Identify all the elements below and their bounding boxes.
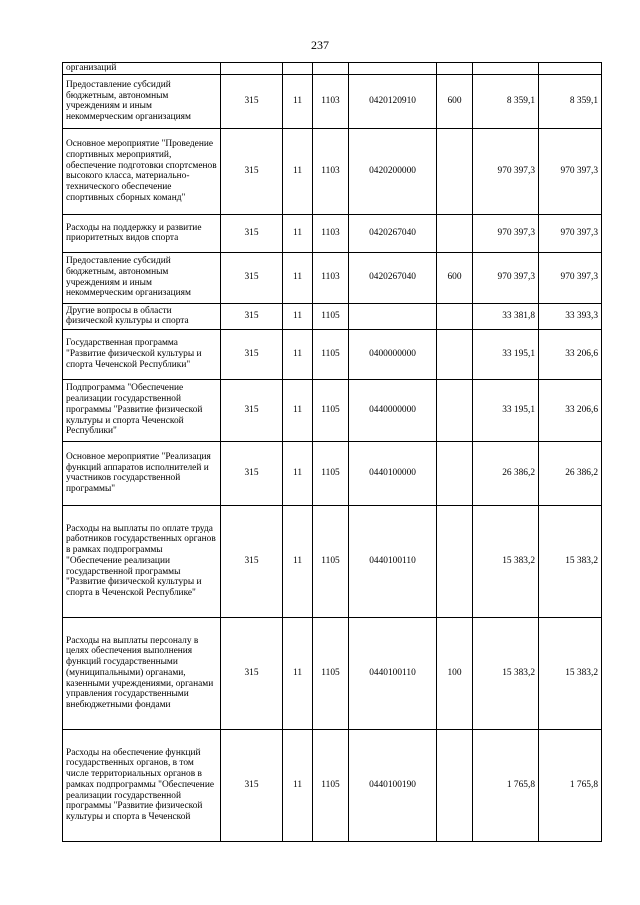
cell-sum-2: 15 383,2 (539, 505, 602, 617)
cell-ministry (221, 63, 283, 75)
cell-vid (437, 303, 473, 329)
cell-section: 11 (283, 214, 313, 252)
cell-ministry: 315 (221, 505, 283, 617)
cell-subsection: 1105 (313, 617, 349, 729)
cell-vid (437, 63, 473, 75)
cell-name: Расходы на обеспечение функций государственных органов, в том числе территориальных органов в рамках подпрограммы "Обеспечение реализации государственной программы "Развитие физической культуры и спорта в Чеченской (63, 729, 221, 841)
cell-target: 0440000000 (349, 379, 437, 441)
cell-section: 11 (283, 303, 313, 329)
table-row (63, 214, 602, 252)
cell-vid (437, 214, 473, 252)
cell-sum-1: 26 386,2 (473, 441, 539, 505)
cell-name: Расходы на поддержку и развитие приоритетных видов спорта (63, 214, 221, 252)
cell-name: Основное мероприятие "Реализация функций аппаратов исполнителей и участников государственной программы" (63, 441, 221, 505)
cell-sum-1: 970 397,3 (473, 214, 539, 252)
cell-target: 0420267040 (349, 214, 437, 252)
cell-vid: 100 (437, 617, 473, 729)
table-row (63, 729, 602, 841)
cell-section: 11 (283, 505, 313, 617)
cell-ministry: 315 (221, 252, 283, 303)
cell-target (349, 63, 437, 75)
table-row (63, 379, 602, 441)
cell-target: 0440100190 (349, 729, 437, 841)
cell-vid: 600 (437, 74, 473, 128)
page-number: 237 (311, 38, 329, 52)
cell-subsection: 1105 (313, 303, 349, 329)
cell-sum-2: 1 765,8 (539, 729, 602, 841)
cell-sum-1: 33 195,1 (473, 379, 539, 441)
cell-sum-1 (473, 63, 539, 75)
cell-name: Предоставление субсидий бюджетным, автономным учреждениям и иным некоммерческим организациям (63, 74, 221, 128)
cell-name: Основное мероприятие "Проведение спортивных мероприятий, обеспечение подготовки спортсменов высокого класса, материально-технического обеспечение спортивных сборных команд" (63, 128, 221, 214)
cell-target: 0400000000 (349, 329, 437, 379)
cell-sum-2: 970 397,3 (539, 128, 602, 214)
cell-subsection: 1103 (313, 128, 349, 214)
table-row (63, 303, 602, 329)
cell-name: Расходы на выплаты по оплате труда работников государственных органов в рамках подпрограммы "Обеспечение реализации государственной программы "Развитие физической культуры и спорта в Чеченской Республике" (63, 505, 221, 617)
cell-vid (437, 379, 473, 441)
cell-sum-2: 8 359,1 (539, 74, 602, 128)
cell-subsection: 1105 (313, 379, 349, 441)
cell-subsection: 1105 (313, 329, 349, 379)
cell-sum-1: 1 765,8 (473, 729, 539, 841)
cell-ministry: 315 (221, 729, 283, 841)
cell-target: 0440100110 (349, 505, 437, 617)
cell-sum-1: 33 195,1 (473, 329, 539, 379)
cell-subsection: 1105 (313, 441, 349, 505)
cell-name: Другие вопросы в области физической культуры и спорта (63, 303, 221, 329)
table-row (63, 252, 602, 303)
cell-target: 0440100000 (349, 441, 437, 505)
cell-name: Предоставление субсидий бюджетным, автономным учреждениям и иным некоммерческим организациям (63, 252, 221, 303)
cell-ministry: 315 (221, 128, 283, 214)
cell-section: 11 (283, 128, 313, 214)
cell-name: Государственная программа "Развитие физической культуры и спорта Чеченской Республики" (63, 329, 221, 379)
cell-target (349, 303, 437, 329)
cell-target: 0420120910 (349, 74, 437, 128)
cell-ministry: 315 (221, 617, 283, 729)
budget-table (62, 62, 602, 842)
cell-subsection: 1103 (313, 214, 349, 252)
cell-section: 11 (283, 379, 313, 441)
cell-sum-2 (539, 63, 602, 75)
cell-sum-2: 33 206,6 (539, 329, 602, 379)
cell-sum-1: 970 397,3 (473, 128, 539, 214)
cell-vid (437, 441, 473, 505)
cell-sum-2: 33 206,6 (539, 379, 602, 441)
table-row (63, 441, 602, 505)
cell-subsection (313, 63, 349, 75)
cell-vid (437, 128, 473, 214)
cell-name: организаций (63, 63, 221, 75)
cell-sum-2: 970 397,3 (539, 252, 602, 303)
cell-section: 11 (283, 252, 313, 303)
cell-section: 11 (283, 617, 313, 729)
cell-sum-2: 970 397,3 (539, 214, 602, 252)
cell-ministry: 315 (221, 303, 283, 329)
table-row (63, 128, 602, 214)
cell-subsection: 1105 (313, 505, 349, 617)
cell-ministry: 315 (221, 214, 283, 252)
cell-vid (437, 729, 473, 841)
cell-sum-1: 15 383,2 (473, 505, 539, 617)
cell-target: 0420200000 (349, 128, 437, 214)
table-row (63, 74, 602, 128)
cell-section: 11 (283, 729, 313, 841)
cell-ministry: 315 (221, 379, 283, 441)
cell-sum-1: 970 397,3 (473, 252, 539, 303)
cell-section: 11 (283, 329, 313, 379)
cell-sum-1: 8 359,1 (473, 74, 539, 128)
cell-subsection: 1105 (313, 729, 349, 841)
table-row (63, 505, 602, 617)
cell-sum-2: 33 393,3 (539, 303, 602, 329)
table-body (63, 63, 602, 842)
cell-name: Расходы на выплаты персоналу в целях обеспечения выполнения функций государственными (муниципальными) органами, казенными учреждениями, органами управления государственными внебюджетными фондами (63, 617, 221, 729)
cell-ministry: 315 (221, 74, 283, 128)
cell-vid: 600 (437, 252, 473, 303)
cell-target: 0440100110 (349, 617, 437, 729)
table-row (63, 617, 602, 729)
cell-subsection: 1103 (313, 74, 349, 128)
cell-name: Подпрограмма "Обеспечение реализации государственной программы "Развитие физической культуры и спорта Чеченской Республики" (63, 379, 221, 441)
table-row (63, 329, 602, 379)
cell-section (283, 63, 313, 75)
cell-ministry: 315 (221, 441, 283, 505)
cell-section: 11 (283, 74, 313, 128)
table-row (63, 63, 602, 75)
cell-ministry: 315 (221, 329, 283, 379)
cell-target: 0420267040 (349, 252, 437, 303)
cell-sum-1: 15 383,2 (473, 617, 539, 729)
cell-sum-2: 15 383,2 (539, 617, 602, 729)
cell-sum-1: 33 381,8 (473, 303, 539, 329)
cell-vid (437, 505, 473, 617)
cell-vid (437, 329, 473, 379)
cell-section: 11 (283, 441, 313, 505)
cell-subsection: 1103 (313, 252, 349, 303)
cell-sum-2: 26 386,2 (539, 441, 602, 505)
